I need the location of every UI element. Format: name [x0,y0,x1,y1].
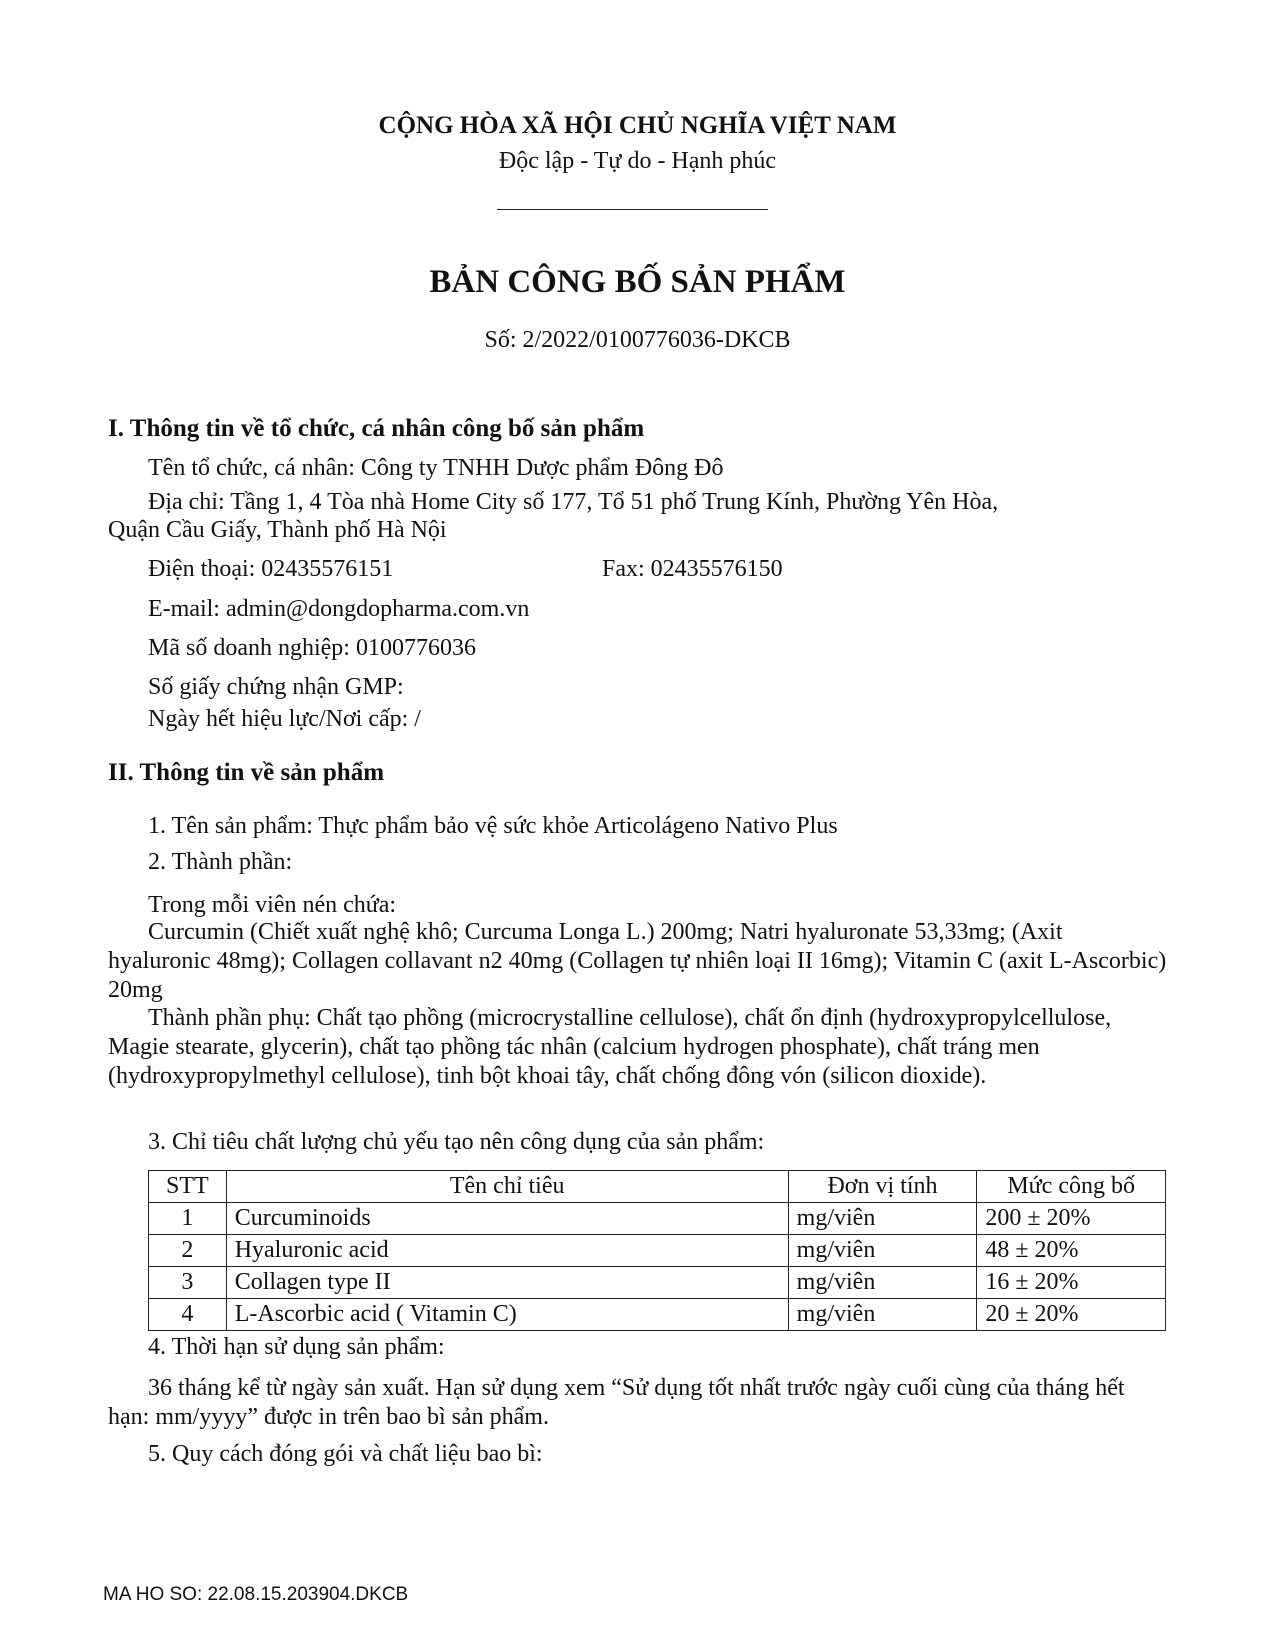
cell-stt: 4 [149,1299,227,1331]
shelf-life-label: 4. Thời hạn sử dụng sản phẩm: [148,1334,445,1360]
phone: Điện thoại: 02435576151 [148,556,394,582]
national-motto: Độc lập - Tự do - Hạnh phúc [498,148,777,174]
quality-criteria-label: 3. Chỉ tiêu chất lượng chủ yếu tạo nên công dụng của sản phẩm: [148,1129,765,1155]
table-row [149,1203,1166,1235]
excipients-paragraph: Thành phần phụ: Chất tạo phồng (microcrystalline cellulose), chất ổn định (hydroxypropylcellulose, Magie stearate, glycerin), chất tạo phồng tác nhân (calcium hydrogen phosphate), chất tráng men (hydroxypropylmethyl cellulose), tinh bột khoai tây, chất chống đông vón (silicon dioxide). [108,1005,1112,1089]
section2-heading: II. Thông tin về sản phẩm [108,759,385,786]
org-name: Tên tổ chức, cá nhân: Công ty TNHH Dược phẩm Đông Đô [148,455,724,481]
cell-unit: mg/viên [788,1235,977,1267]
ingredients-paragraph: Curcumin (Chiết xuất nghệ khô; Curcuma Longa L.) 200mg; Natri hyaluronate 53,33mg; (Axit hyaluronic 48mg); Collagen collavant n2 40mg (Collagen tự nhiên loại II 16mg); Vitamin C (axit L-Ascorbic) 20mg [108,919,1167,1003]
document-number: Số: 2/2022/0100776036-DKCB [484,327,791,353]
cell-criteria: Collagen type II [226,1267,788,1299]
quality-criteria-table [148,1170,1166,1331]
address-line1: Địa chỉ: Tầng 1, 4 Tòa nhà Home City số 177, Tổ 51 phố Trung Kính, Phường Yên Hòa, [148,489,999,515]
table-row [149,1299,1166,1331]
cell-criteria: L-Ascorbic acid ( Vitamin C) [226,1299,788,1331]
product-name: 1. Tên sản phẩm: Thực phẩm bảo vệ sức khỏe Articolágeno Nativo Plus [148,813,838,839]
header-declared-level: Mức công bố [977,1171,1166,1203]
section1-heading: I. Thông tin về tổ chức, cá nhân công bố sản phẩm [108,415,645,442]
header-unit: Đơn vị tính [788,1171,977,1203]
cell-criteria: Curcuminoids [226,1203,788,1235]
table-row [149,1267,1166,1299]
table-header-row [149,1171,1166,1203]
gmp-certificate: Số giấy chứng nhận GMP: [148,674,404,700]
file-code-footer: MA HO SO: 22.08.15.203904.DKCB [103,1584,409,1605]
header-divider [497,209,768,210]
shelf-life-paragraph: 36 tháng kể từ ngày sản xuất. Hạn sử dụng xem “Sử dụng tốt nhất trước ngày cuối cùng của tháng hết hạn: mm/yyyy” được in trên bao bì sản phẩm. [108,1375,1125,1430]
business-code: Mã số doanh nghiệp: 0100776036 [148,635,476,661]
cell-declared-level: 20 ± 20% [977,1299,1166,1331]
cell-stt: 3 [149,1267,227,1299]
composition-label: 2. Thành phần: [148,849,293,875]
cell-unit: mg/viên [788,1299,977,1331]
cell-declared-level: 48 ± 20% [977,1235,1166,1267]
document-title: BẢN CÔNG BỐ SẢN PHẨM [429,264,846,300]
per-tablet-label: Trong mỗi viên nén chứa: [148,892,397,918]
cell-stt: 1 [149,1203,227,1235]
header-stt: STT [149,1171,227,1203]
cell-declared-level: 16 ± 20% [977,1267,1166,1299]
address-line2: Quận Cầu Giấy, Thành phố Hà Nội [108,517,447,543]
cell-stt: 2 [149,1235,227,1267]
cell-criteria: Hyaluronic acid [226,1235,788,1267]
cell-unit: mg/viên [788,1203,977,1235]
packaging-label: 5. Quy cách đóng gói và chất liệu bao bì: [148,1441,543,1467]
header-criteria: Tên chỉ tiêu [226,1171,788,1203]
cell-unit: mg/viên [788,1267,977,1299]
email: E-mail: admin@dongdopharma.com.vn [148,596,530,622]
national-title: CỘNG HÒA XÃ HỘI CHỦ NGHĨA VIỆT NAM [378,112,897,139]
fax: Fax: 02435576150 [602,556,783,582]
cell-declared-level: 200 ± 20% [977,1203,1166,1235]
expiry-issuer: Ngày hết hiệu lực/Nơi cấp: / [148,706,421,732]
table-row [149,1235,1166,1267]
